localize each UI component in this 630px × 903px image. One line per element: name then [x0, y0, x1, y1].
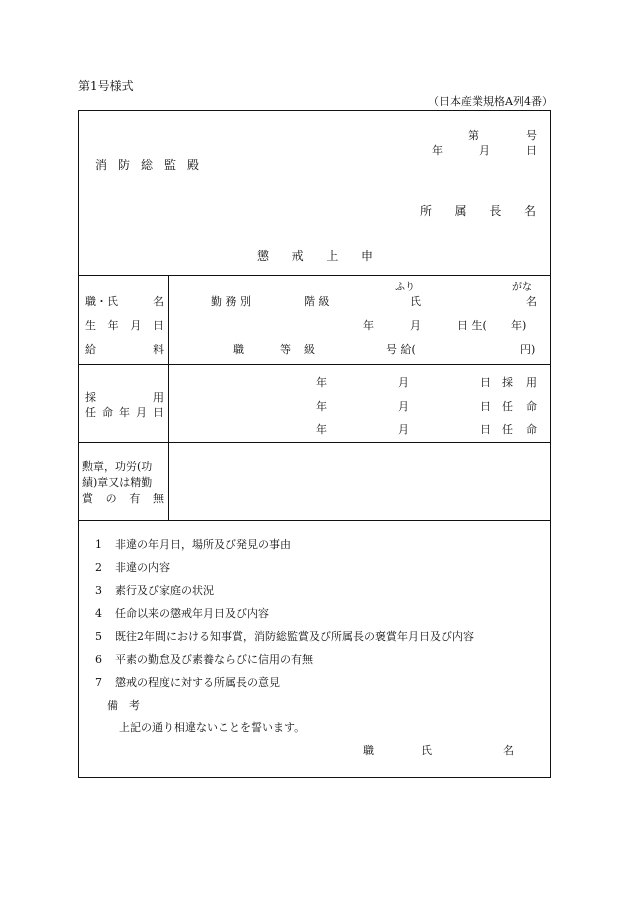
divider — [79, 275, 550, 276]
birth-day: 日 生( — [457, 319, 487, 332]
shoku-label: 職 — [233, 343, 244, 356]
salary-label: 給 料 — [85, 343, 164, 356]
pay-grade-label: 号 給( — [386, 343, 416, 356]
disciplinary-report-form: 第 号 年 月 日 消 防 総 監 殿 所 属 長 名 懲 戒 上 申 職・氏 名 勤 務 別 階 級 ふり がな 氏 名 生 年 月 日 年 月 日 生( 年) 給 料 職 等 級 号 給( 円) 採 用 任 命 年 月 日 年 月 日 採 用 年 月 日 任 命 年 月 日 任 命 勲章，功労(功 績)章又は精勤 賞 の 有 無 1 非違の年月日，場所及び発見の事由 2 非違の内容 3 素行及び家庭の状況 4 任命以来の懲戒年月日及び内容 5 既往2年間における知事賞，消防総監賞及び所属長の褒賞年月日及び内容 6 平素の勤怠及び素養ならびに信用の有無 7 懲戒の程度に対する所属長の意見 備 考 上記の通り相違ないことを誓います。 職 氏 名 — [78, 110, 551, 778]
furigana-label-2: がな — [512, 282, 532, 293]
divider — [79, 520, 550, 521]
divider — [79, 442, 550, 443]
list-item: 1 非違の年月日，場所及び発見の事由 — [95, 538, 291, 551]
to-label: 等 — [280, 343, 291, 356]
name-mei: 名 — [526, 295, 537, 308]
remarks-title: 備 考 — [107, 699, 140, 712]
yen-label: 円) — [520, 343, 536, 356]
kaikyu-label: 階 級 — [304, 295, 330, 308]
kyu-label: 級 — [304, 343, 315, 356]
appointment-label-1: 採 用 — [85, 391, 164, 404]
furigana-label-1: ふり — [395, 282, 415, 293]
number-go: 号 — [526, 129, 537, 142]
form-title: 懲 戒 上 申 — [257, 249, 373, 263]
appointment-label-2: 任 命 年 月 日 — [85, 406, 164, 419]
divider — [79, 364, 550, 365]
date-month: 月 — [479, 144, 490, 157]
label-column-divider — [168, 275, 169, 520]
birth-year: 年 — [363, 319, 374, 332]
date-day: 日 — [526, 144, 537, 157]
birth-month: 月 — [410, 319, 421, 332]
number-dai: 第 — [468, 129, 479, 142]
list-item: 7 懲戒の程度に対する所属長の意見 — [95, 676, 280, 689]
awards-label-line-1: 勲章，功労(功 — [82, 460, 153, 473]
list-item: 6 平素の勤怠及び素養ならびに信用の有無 — [95, 653, 313, 666]
oath-text: 上記の通り相違ないことを誓います。 — [119, 721, 306, 734]
form-number: 第1号様式 — [78, 79, 134, 93]
addressee: 消 防 総 監 殿 — [95, 158, 199, 172]
kinmu-label: 勤 務 別 — [211, 295, 251, 308]
list-item: 4 任命以来の懲戒年月日及び内容 — [95, 607, 269, 620]
post-name-label: 職・氏 名 — [85, 295, 164, 308]
list-item: 5 既往2年間における知事賞，消防総監賞及び所属長の褒賞年月日及び内容 — [95, 630, 474, 643]
name-shi: 氏 — [410, 295, 421, 308]
awards-label-line-2: 績)章又は精勤 — [82, 476, 153, 489]
paper-size-note: （日本産業規格A列4番） — [428, 95, 553, 108]
awards-label-line-3: 賞 の 有 無 — [82, 492, 164, 505]
chief-name-label: 所 属 長 名 — [420, 204, 536, 218]
list-item: 2 非違の内容 — [95, 561, 170, 574]
date-year: 年 — [432, 144, 443, 157]
birth-date-label: 生 年 月 日 — [85, 319, 164, 332]
age: 年) — [511, 319, 527, 332]
list-item: 3 素行及び家庭の状況 — [95, 584, 214, 597]
